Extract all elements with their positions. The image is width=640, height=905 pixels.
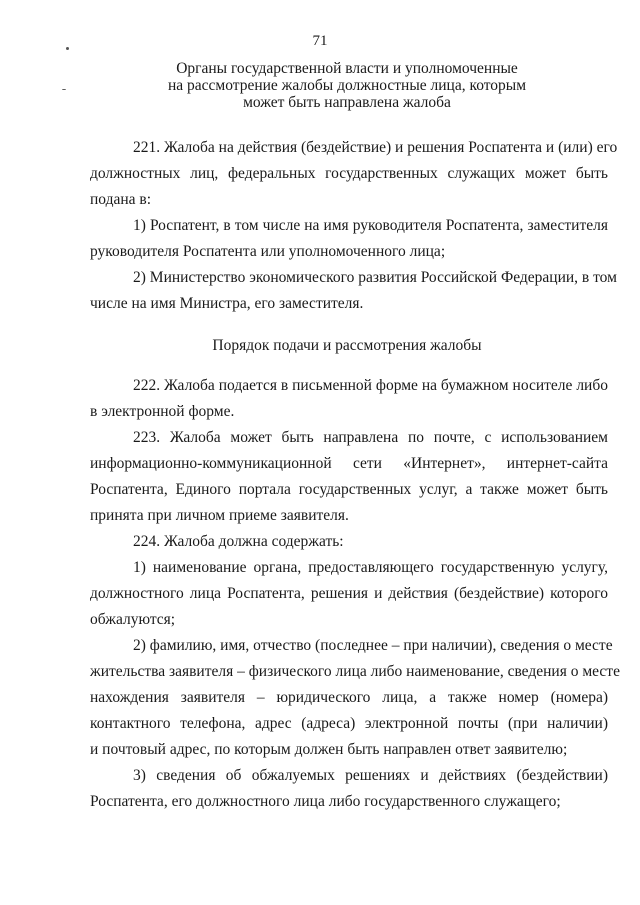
list-item-line: 2) Министерство экономического развития Российской Федерации, в том [133,269,617,286]
list-item-line: обжалуются; [90,611,176,628]
paragraph-223-line: Роспатента, Единого портала государственных услуг, а также может быть [90,481,608,498]
list-item-line: 1) наименование органа, предоставляющего государственную услугу, [133,559,608,576]
section-heading: Порядок подачи и рассмотрения жалобы [212,337,482,354]
list-item-line: руководителя Роспатента или уполномоченного лица; [90,243,446,260]
heading-line: может быть направлена жалоба [243,94,451,111]
list-item-line: 2) фамилию, имя, отчество (последнее – при наличии), сведения о месте [133,637,613,654]
paragraph-221-line: должностных лиц, федеральных государственных служащих может быть [90,165,608,182]
scan-speck [62,89,66,90]
list-item-line: 3) сведения об обжалуемых решениях и действиях (бездействии) [133,767,608,784]
heading-line: на рассмотрение жалобы должностные лица, которым [167,77,527,94]
paragraph-223-line: информационно-коммуникационной сети «Интернет», интернет-сайта [90,455,608,472]
paragraph-223-line: 223. Жалоба может быть направлена по почте, с использованием [133,429,608,446]
list-item-line: числе на имя Министра, его заместителя. [90,295,364,312]
list-item-line: Роспатента, его должностного лица либо государственного служащего; [90,793,561,810]
list-item-line: 1) Роспатент, в том числе на имя руководителя Роспатента, заместителя [133,217,608,234]
paragraph-224-line: 224. Жалоба должна содержать: [133,533,344,550]
paragraph-221-line: 221. Жалоба на действия (бездействие) и решения Роспатента и (или) его [133,139,618,156]
list-item-line: жительства заявителя – физического лица либо наименование, сведения о месте [90,663,620,680]
paragraph-223-line: принята при личном приеме заявителя. [90,507,349,524]
paragraph-221-line: подана в: [90,191,152,208]
paragraph-222-line: в электронной форме. [90,403,235,420]
page-number: 71 [312,33,328,49]
heading-line: Органы государственной власти и уполномоченные [176,60,518,77]
paragraph-222-line: 222. Жалоба подается в письменной форме на бумажном носителе либо [133,377,608,394]
list-item-line: должностного лица Роспатента, решения и действия (бездействие) которого [90,585,608,602]
list-item-line: нахождения заявителя – юридического лица, а также номер (номера) [90,689,608,706]
list-item-line: контактного телефона, адрес (адреса) электронной почты (при наличии) [90,715,608,732]
section-heading [145,60,549,111]
scan-speck [66,47,69,50]
list-item-line: и почтовый адрес, по которым должен быть направлен ответ заявителю; [90,741,568,758]
